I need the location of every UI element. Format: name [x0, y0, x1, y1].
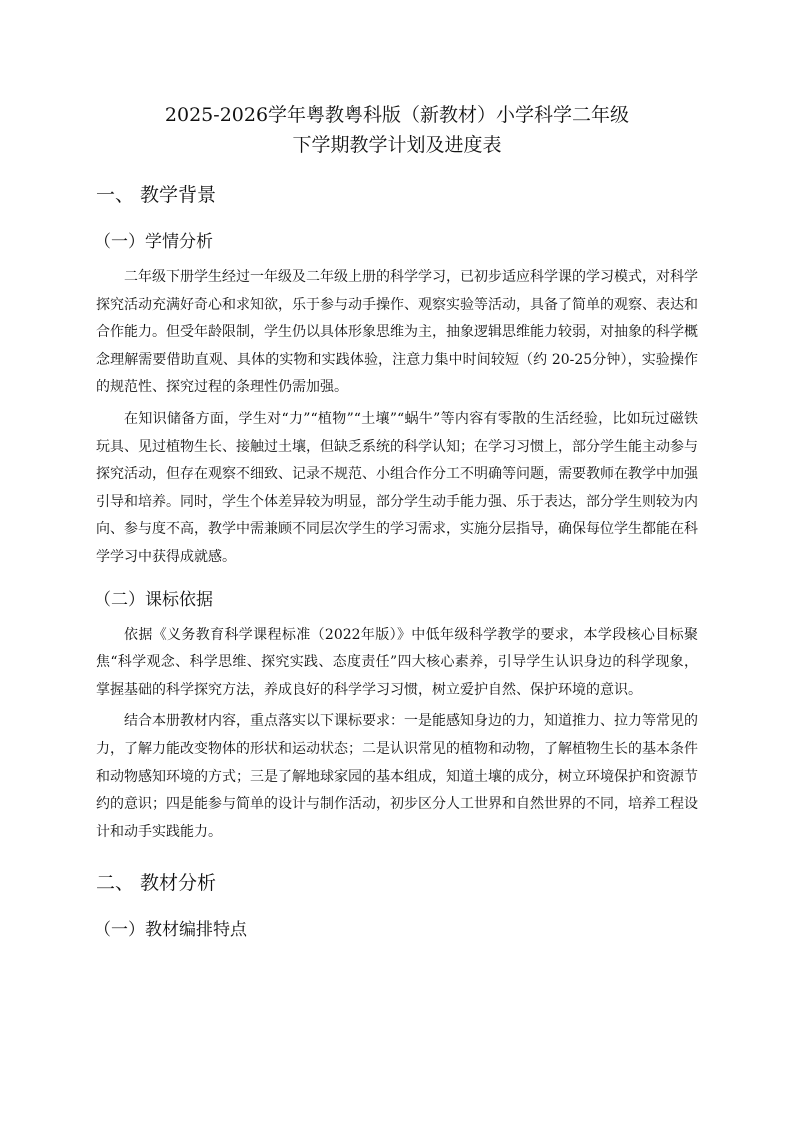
subsection-heading-textbook-features: （一）教材编排特点 — [94, 920, 247, 941]
document-title-line1: 2025-2026学年粤教粤科版（新教材）小学科学二年级 — [164, 104, 630, 126]
paragraph: 结合本册教材内容，重点落实以下课标要求：一是能感知身边的力，知道推力、拉力等常见的力，了解力能改变物体的形状和运动状态；二是认识常见的植物和动物，了解植物生长的基本条件和动物感知环境的方式；三是了解地球家园的基本组成，知道土壤的成分，树立环境保护和资源节约的意识；四是能参与简单的设计与制作活动，初步区分人工世界和自然世界的不同，培养工程设计和动手实践能力。 — [96, 713, 698, 840]
paragraph: 二年级下册学生经过一年级及二年级上册的科学学习，已初步适应科学课的学习模式，对科学探究活动充满好奇心和求知欲，乐于参与动手操作、观察实验等活动，具备了简单的观察、表达和合作能力。但受年龄限制，学生仍以具体形象思维为主，抽象逻辑思维能力较弱，对抽象的科学概念理解需要借助直观、具体的实物和实践体验，注意力集中时间较短（约 20-25分钟），实验操作的规范性、探究过程的条理性仍需加强。 — [96, 269, 698, 396]
paragraph: 在知识储备方面，学生对“力”“植物”“土壤”“蜗牛”等内容有零散的生活经验，比如玩过磁铁玩具、见过植物生长、接触过土壤，但缺乏系统的科学认知；在学习习惯上，部分学生能主动参与探究活动，但存在观察不细致、记录不规范、小组合作分工不明确等问题，需要教师在教学中加强引导和培养。同时，学生个体差异较为明显，部分学生动手能力强、乐于表达，部分学生则较为内向、参与度不高，教学中需兼顾不同层次学生的学习需求，实施分层指导，确保每位学生都能在科学学习中获得成就感。 — [96, 410, 698, 565]
subsection-heading-curriculum-basis: （二）课标依据 — [94, 589, 213, 610]
section-heading-teaching-background: 一、 教学背景 — [96, 184, 217, 206]
document-title-line2: 下学期教学计划及进度表 — [292, 134, 502, 156]
paragraph: 依据《义务教育科学课程标准（2022年版）》中低年级科学教学的要求，本学段核心目标聚焦“科学观念、科学思维、探究实践、态度责任”四大核心素养，引导学生认识身边的科学现象，掌握基础的科学探究方法，养成良好的科学学习习惯，树立爱护自然、保护环境的意识。 — [96, 626, 698, 698]
section-heading-textbook-analysis: 二、 教材分析 — [96, 872, 217, 895]
subsection-heading-student-analysis: （一）学情分析 — [94, 232, 213, 252]
